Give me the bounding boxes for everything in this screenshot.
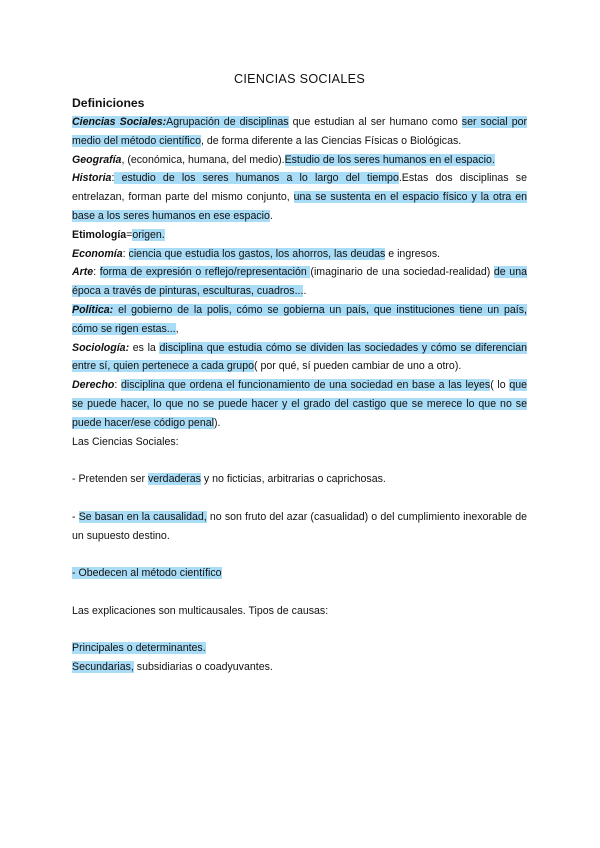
highlight: disciplina que ordena el funcionamiento de una sociedad en base a las leyes	[121, 379, 491, 392]
text: , (económica, humana, del medio).	[121, 153, 285, 166]
highlight: Se basan en la causalidad,	[78, 510, 207, 523]
list-item-metodo	[72, 564, 527, 583]
list-item-causalidad	[72, 508, 527, 546]
text: - Pretenden ser	[72, 473, 148, 486]
highlight: verdaderas	[147, 473, 201, 486]
text: (imaginario de una sociedad-realidad)	[310, 266, 494, 279]
text: y no ficticias, arbitrarias o caprichosas.	[200, 473, 386, 486]
spacer	[72, 583, 527, 602]
term-ciencias-sociales: Ciencias Sociales:	[72, 116, 167, 128]
cause-principales	[72, 639, 527, 658]
spacer	[72, 451, 527, 470]
spacer	[72, 545, 527, 564]
highlight: estudio de los seres humanos a lo largo del tiempo	[114, 172, 399, 185]
highlight: - Obedecen al método científico	[72, 567, 222, 580]
text: -	[72, 510, 79, 523]
definition-politica	[72, 301, 527, 339]
highlight: forma de expresión o reflejo/representación	[99, 266, 311, 279]
highlight: el gobierno de la polis	[113, 303, 229, 316]
highlight: una se sustenta en el espacio físico y la otra en base a los seres humanos en ese espacio	[72, 191, 527, 222]
definition-etimologia	[72, 226, 527, 245]
text: ,	[175, 322, 179, 335]
text: ( lo	[490, 379, 510, 392]
document-page	[72, 70, 527, 677]
text: subsidiarias o coadyuvantes.	[133, 661, 273, 674]
causes-heading: Las explicaciones son multicausales. Tipos de causas:	[72, 604, 329, 617]
text: .	[303, 285, 307, 298]
definition-ciencias-sociales	[72, 113, 527, 151]
highlight: Secundarias,	[72, 661, 134, 674]
list-item-verdaderas	[72, 470, 527, 489]
highlight: que se puede hacer, lo que no se puede hacer y el grado del castigo que se merece lo que no se puede hacer/ese código penal	[72, 379, 528, 429]
highlight: Estudio de los seres humanos en el espacio.	[284, 153, 495, 166]
definition-derecho	[72, 376, 527, 432]
section-heading-definiciones: Definiciones	[72, 96, 145, 110]
text: e ingresos.	[385, 247, 441, 260]
text: =	[126, 228, 133, 241]
highlight: origen.	[132, 228, 165, 241]
definition-arte	[72, 263, 527, 301]
text: :	[122, 247, 129, 260]
highlight: ser social por medio del método científico	[72, 116, 528, 147]
definition-historia	[72, 169, 527, 225]
text: no son fruto del azar (casualidad) o del cumplimiento inexorable de un supuesto destino.	[72, 510, 527, 542]
term-arte: Arte	[72, 266, 94, 279]
text: ).	[213, 416, 221, 429]
term-economia: Economía	[72, 247, 123, 260]
term-etimologia: Etimología	[72, 228, 127, 241]
highlight: Principales o determinantes.	[72, 642, 206, 655]
term-geografia: Geografía	[72, 153, 122, 166]
document-title: CIENCIAS SOCIALES	[233, 72, 366, 86]
definition-economia	[72, 245, 527, 264]
term-derecho: Derecho	[72, 379, 115, 392]
definition-geografia	[72, 151, 527, 170]
term-politica: Política:	[72, 303, 114, 316]
highlight: , cómo se gobierna un país, que instituciones tiene un país, cómo se rigen estas...	[72, 303, 527, 335]
text: :	[111, 172, 115, 185]
text: es la	[129, 341, 160, 354]
spacer	[72, 489, 527, 508]
highlight: ciencia que estudia los gastos, los ahorros, las deudas	[128, 247, 386, 260]
text: .Estas dos disciplinas se entrelazan, forman parte del mismo conjunto,	[72, 172, 527, 204]
highlight: disciplina que estudia cómo se dividen las sociedades y cómo se diferencian entre sí, quien pertenece a cada grupo	[72, 341, 527, 373]
cause-secundarias	[72, 658, 527, 677]
term-historia: Historia	[72, 172, 112, 185]
highlight: de una época a través de pinturas, esculturas, cuadros...	[72, 266, 527, 298]
text: , de forma diferente a las Ciencias Físicas o Biológicas.	[200, 134, 462, 147]
highlight: Agrupación de disciplinas	[166, 116, 289, 128]
ciencias-sociales-heading: Las Ciencias Sociales:	[72, 435, 179, 448]
text: :	[93, 266, 100, 279]
text: :	[114, 379, 122, 392]
definition-sociologia	[72, 339, 527, 377]
term-sociologia: Sociología:	[72, 341, 130, 354]
text: .	[269, 209, 273, 222]
text: que estudian al ser humano como	[288, 116, 462, 128]
spacer	[72, 621, 527, 640]
text: ( por qué, sí pueden cambiar de uno a otro).	[254, 360, 462, 373]
